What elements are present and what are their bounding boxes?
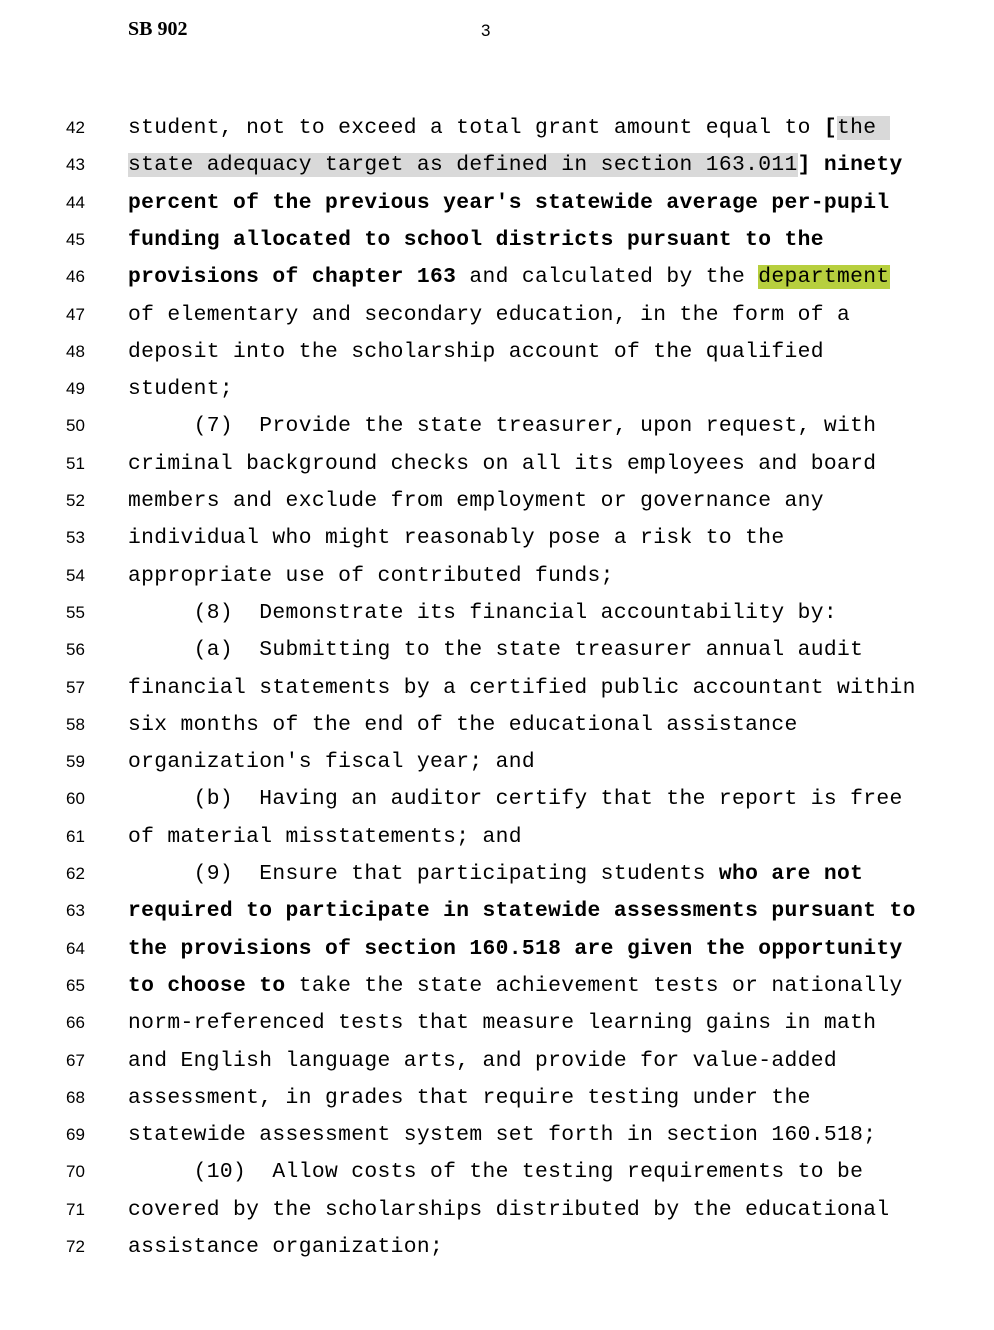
bill-line bbox=[0, 1154, 994, 1191]
line-text bbox=[128, 303, 850, 327]
text-segment: student, not to exceed a total grant amount equal to bbox=[128, 116, 824, 140]
bill-line bbox=[0, 259, 994, 296]
line-number: 64 bbox=[66, 938, 85, 958]
line-text bbox=[128, 937, 903, 961]
bill-line bbox=[0, 558, 994, 595]
bill-line bbox=[0, 781, 994, 818]
line-text bbox=[128, 377, 233, 401]
bill-line bbox=[0, 670, 994, 707]
line-text bbox=[128, 862, 863, 886]
line-text bbox=[128, 787, 903, 811]
bill-line bbox=[0, 483, 994, 520]
text-segment: members and exclude from employment or governance any bbox=[128, 489, 824, 513]
bill-line bbox=[0, 1043, 994, 1080]
text-segment: six months of the end of the educational assistance bbox=[128, 712, 798, 737]
text-segment: (9) Ensure that participating students bbox=[128, 862, 719, 886]
line-number: 48 bbox=[66, 341, 85, 361]
line-number: 53 bbox=[66, 528, 85, 548]
line-number: 47 bbox=[66, 304, 85, 324]
line-text bbox=[128, 1086, 811, 1110]
bill-line bbox=[0, 1229, 994, 1266]
bill-line bbox=[0, 520, 994, 557]
line-text bbox=[128, 750, 535, 774]
page-number: 3 bbox=[481, 21, 491, 40]
line-number: 43 bbox=[66, 155, 85, 175]
text-segment: norm-referenced tests that measure learning gains in math bbox=[128, 1011, 877, 1036]
bill-line bbox=[0, 707, 994, 744]
line-text bbox=[128, 638, 863, 662]
line-number: 52 bbox=[66, 491, 85, 510]
bill-line bbox=[0, 110, 994, 147]
text-segment: (7) Provide the state treasurer, upon request, with bbox=[128, 414, 877, 439]
text-segment: student; bbox=[128, 377, 234, 402]
line-text bbox=[128, 526, 785, 550]
bill-line bbox=[0, 1005, 994, 1042]
line-text bbox=[128, 489, 824, 513]
line-number: 59 bbox=[66, 752, 85, 772]
line-number: 66 bbox=[66, 1013, 85, 1033]
bill-line bbox=[0, 222, 994, 259]
bold-text: provisions of chapter 163 bbox=[128, 265, 457, 290]
line-text bbox=[128, 974, 903, 998]
bill-line bbox=[0, 185, 994, 222]
text-segment: and English language arts, and provide for value-added bbox=[128, 1048, 838, 1073]
text-segment: (8) Demonstrate its financial accountability by: bbox=[128, 600, 838, 625]
line-text bbox=[128, 564, 614, 588]
text-segment: deposit into the scholarship account of the qualified bbox=[128, 339, 824, 364]
bill-line bbox=[0, 371, 994, 408]
line-text bbox=[128, 1123, 876, 1147]
line-number: 60 bbox=[66, 789, 85, 809]
line-text bbox=[128, 340, 824, 364]
line-number: 70 bbox=[66, 1162, 85, 1182]
bill-line bbox=[0, 1192, 994, 1229]
line-text bbox=[128, 452, 876, 476]
bill-line bbox=[0, 408, 994, 445]
line-text bbox=[128, 153, 903, 177]
line-number: 71 bbox=[66, 1199, 85, 1219]
line-text bbox=[128, 1198, 890, 1222]
line-number: 63 bbox=[66, 901, 85, 921]
line-number: 56 bbox=[66, 640, 85, 660]
line-text bbox=[128, 899, 916, 923]
text-segment: assessment, in grades that require testing under the bbox=[128, 1085, 811, 1110]
text-segment: and calculated by the bbox=[456, 265, 759, 290]
line-text bbox=[128, 228, 824, 252]
bold-text: funding allocated to school districts pursuant to the bbox=[128, 227, 824, 252]
line-text bbox=[128, 1160, 863, 1184]
line-text bbox=[128, 191, 890, 215]
text-segment: of material misstatements; and bbox=[128, 824, 522, 849]
highlighted-text: the bbox=[837, 116, 890, 140]
bill-line bbox=[0, 856, 994, 893]
line-number: 44 bbox=[66, 192, 85, 212]
line-text bbox=[128, 414, 876, 438]
highlighted-text: department bbox=[758, 265, 890, 290]
bill-line bbox=[0, 1080, 994, 1117]
highlighted-text: state adequacy target as defined in section 163.011 bbox=[128, 153, 798, 178]
bill-line bbox=[0, 334, 994, 371]
line-text bbox=[128, 713, 798, 737]
text-segment: statewide assessment system set forth in section 160.518; bbox=[128, 1123, 877, 1148]
bold-text: the provisions of section 160.518 are given the opportunity bbox=[128, 936, 903, 961]
line-number: 72 bbox=[66, 1237, 85, 1256]
line-number: 51 bbox=[66, 453, 85, 473]
line-text bbox=[128, 1235, 443, 1259]
bold-text: required to participate in statewide assessments pursuant to bbox=[128, 899, 916, 924]
bill-line bbox=[0, 968, 994, 1005]
line-number: 68 bbox=[66, 1087, 85, 1107]
text-segment: individual who might reasonably pose a risk to the bbox=[128, 526, 785, 551]
bill-line bbox=[0, 931, 994, 968]
text-segment: organization's fiscal year; and bbox=[128, 750, 536, 775]
line-number: 58 bbox=[66, 714, 85, 734]
line-number: 46 bbox=[66, 267, 85, 287]
text-segment: assistance organization; bbox=[128, 1235, 444, 1259]
line-text bbox=[128, 601, 837, 625]
text-segment: appropriate use of contributed funds; bbox=[128, 563, 614, 588]
line-number: 65 bbox=[66, 975, 85, 995]
bill-line bbox=[0, 632, 994, 669]
text-segment: covered by the scholarships distributed by the educational bbox=[128, 1197, 890, 1222]
line-number: 49 bbox=[66, 379, 85, 399]
line-number: 42 bbox=[66, 118, 85, 137]
bold-text: percent of the previous year's statewide average per-pupil bbox=[128, 190, 890, 215]
line-number: 69 bbox=[66, 1125, 85, 1145]
line-number: 57 bbox=[66, 677, 85, 697]
bill-number: SB 902 bbox=[128, 18, 188, 40]
bold-text: who are not bbox=[718, 862, 864, 886]
bold-text: to choose to bbox=[128, 973, 286, 998]
text-segment: financial statements by a certified public accountant within bbox=[128, 675, 916, 700]
line-text bbox=[128, 116, 890, 140]
line-text bbox=[128, 676, 916, 700]
line-number: 55 bbox=[66, 602, 85, 622]
line-number: 62 bbox=[66, 864, 85, 883]
bill-line bbox=[0, 297, 994, 334]
bill-line bbox=[0, 1117, 994, 1154]
line-text bbox=[128, 825, 522, 849]
text-segment: (a) Submitting to the state treasurer annual audit bbox=[128, 638, 864, 663]
line-number: 61 bbox=[66, 826, 85, 846]
line-text bbox=[128, 1011, 876, 1035]
line-number: 54 bbox=[66, 565, 85, 585]
text-segment: criminal background checks on all its employees and board bbox=[128, 451, 877, 476]
line-number: 67 bbox=[66, 1050, 85, 1070]
bold-text: [ bbox=[823, 116, 838, 140]
text-segment: (10) Allow costs of the testing requirements to be bbox=[128, 1160, 864, 1185]
bill-line bbox=[0, 744, 994, 781]
bill-line bbox=[0, 147, 994, 184]
bill-line bbox=[0, 595, 994, 632]
line-number: 45 bbox=[66, 229, 85, 249]
bill-line bbox=[0, 819, 994, 856]
text-segment: (b) Having an auditor certify that the report is free bbox=[128, 787, 903, 812]
bill-line bbox=[0, 446, 994, 483]
line-text bbox=[128, 1049, 837, 1073]
bill-line bbox=[0, 893, 994, 930]
line-text bbox=[128, 265, 890, 289]
text-segment: of elementary and secondary education, in the form of a bbox=[128, 302, 851, 327]
line-number: 50 bbox=[66, 416, 85, 436]
bold-text: ] ninety bbox=[797, 153, 903, 178]
text-segment: take the state achievement tests or nationally bbox=[285, 973, 903, 998]
